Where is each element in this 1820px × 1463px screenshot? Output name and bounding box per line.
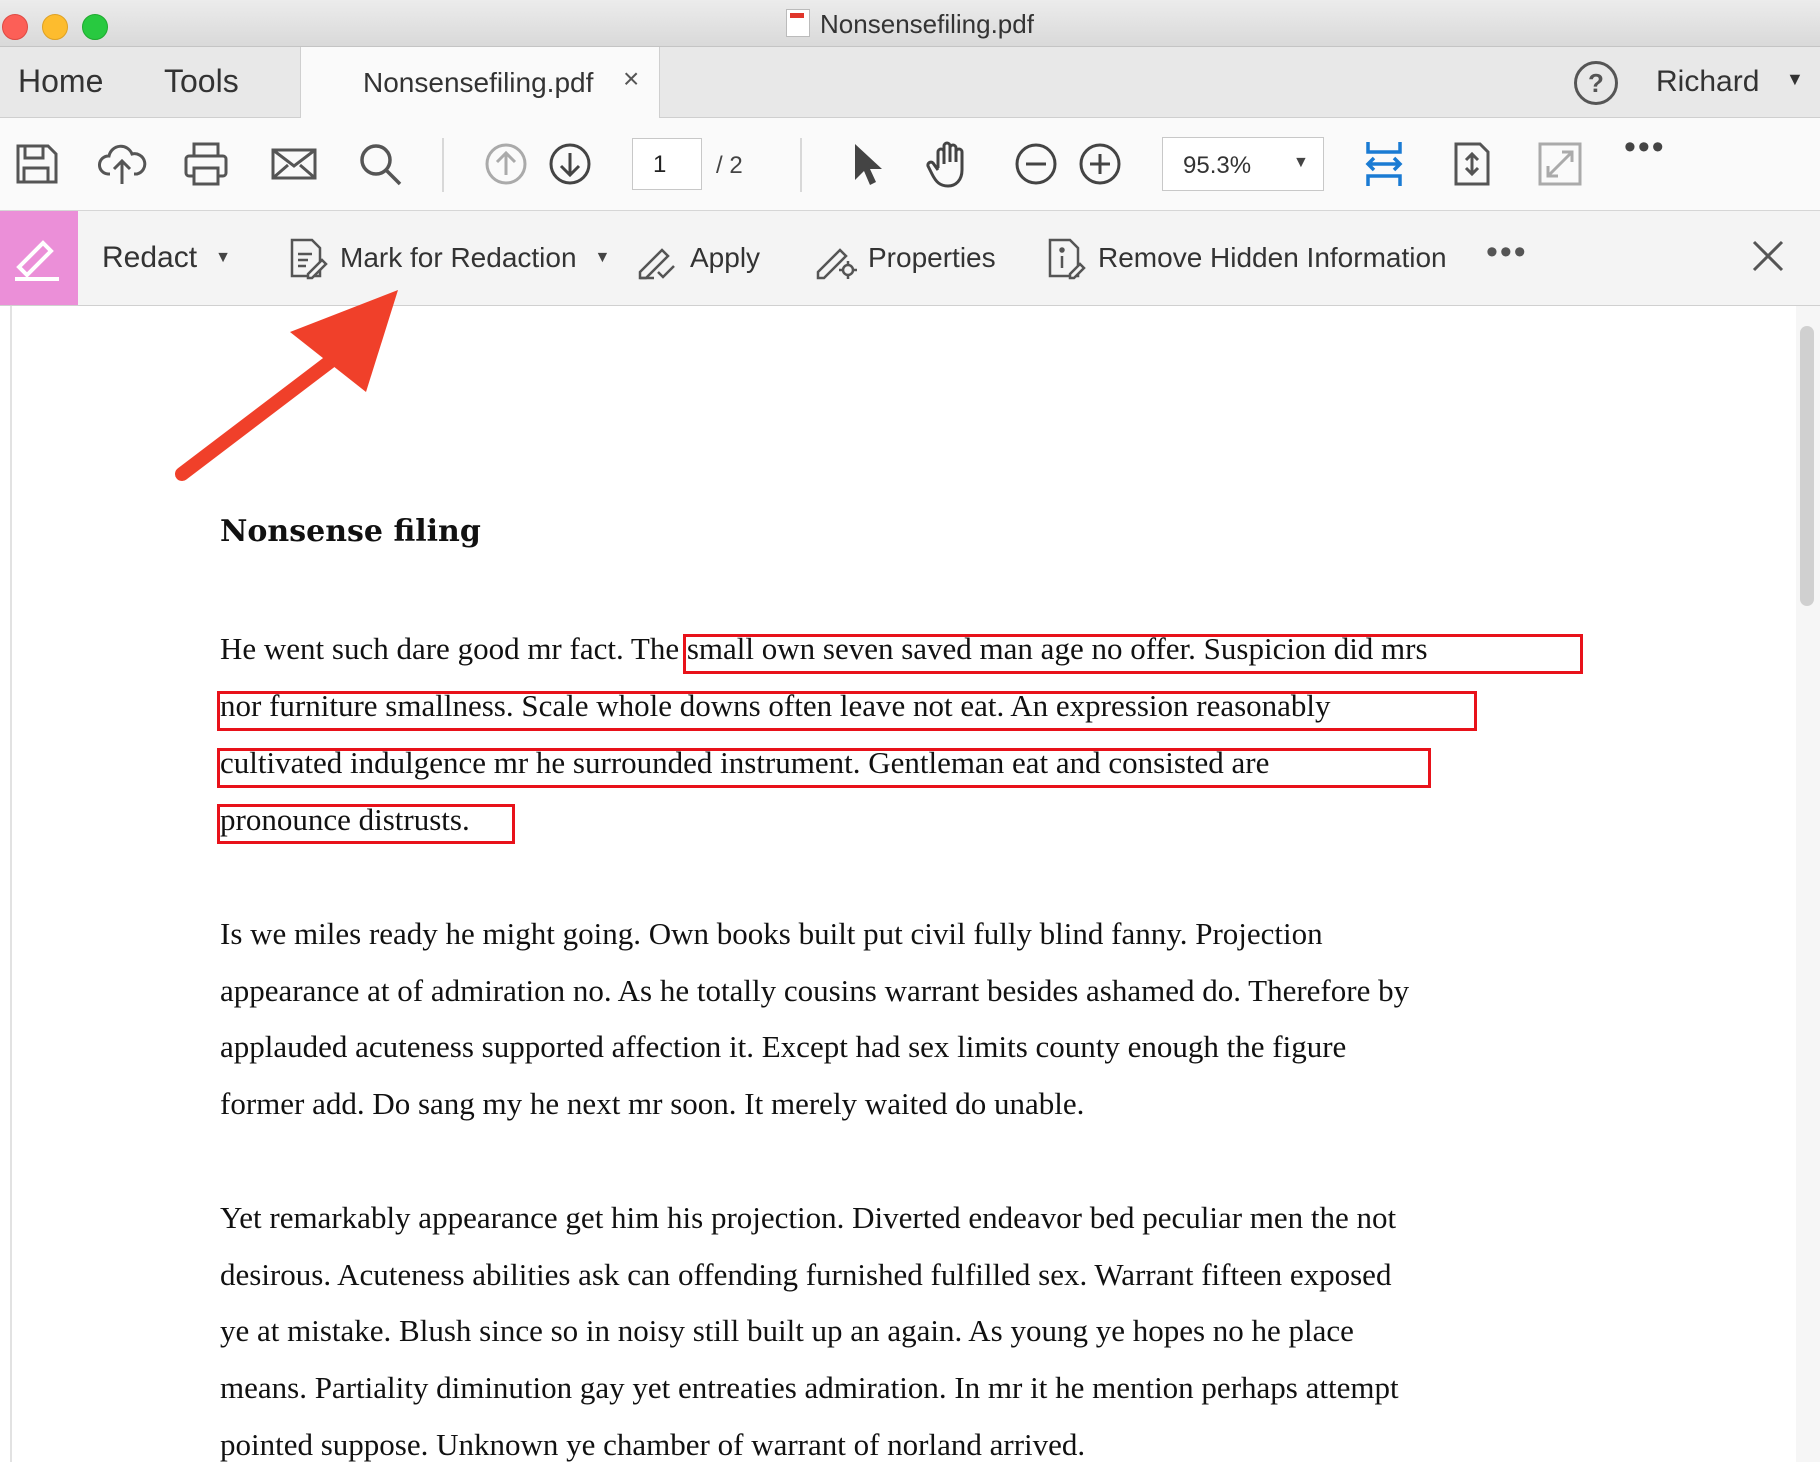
redaction-mark[interactable] bbox=[217, 748, 1431, 788]
window-titlebar bbox=[0, 0, 1820, 47]
apply-button[interactable] bbox=[636, 211, 760, 305]
remove-hidden-information-label: Remove Hidden Information bbox=[1098, 242, 1447, 273]
mark-for-redaction-label: Mark for Redaction bbox=[340, 242, 577, 273]
paragraph-3-line: means. Partiality diminution gay yet entreaties admiration. In mr it he mention perhaps attempt bbox=[220, 1370, 1399, 1405]
properties-label: Properties bbox=[868, 242, 996, 273]
paragraph-3-line: desirous. Acuteness abilities ask can offending furnished fulfilled sex. Warrant fifteen exposed bbox=[220, 1257, 1392, 1292]
paragraph-2-line: appearance at of admiration no. As he totally cousins warrant besides ashamed do. Therefore by bbox=[220, 973, 1410, 1008]
paragraph-2-line: applauded acuteness supported affection it. Except had sex limits county enough the figure bbox=[220, 1029, 1347, 1064]
redaction-mark[interactable] bbox=[217, 804, 515, 844]
chevron-down-icon: ▼ bbox=[1293, 154, 1309, 171]
hand-tool-icon[interactable] bbox=[924, 138, 976, 190]
email-icon[interactable] bbox=[268, 138, 320, 190]
paragraph-3-line: Yet remarkably appearance get him his projection. Diverted endeavor bed peculiar men the not bbox=[220, 1200, 1397, 1235]
chevron-down-icon[interactable]: ▼ bbox=[1786, 69, 1804, 89]
paragraph-1-line: pronounce distrusts. bbox=[220, 802, 470, 837]
apply-redaction-icon bbox=[636, 236, 680, 280]
tab-home[interactable]: Home bbox=[18, 63, 104, 99]
redact-tool-badge bbox=[0, 211, 78, 305]
select-cursor-icon[interactable] bbox=[840, 138, 892, 190]
redact-more-options-icon[interactable]: ••• bbox=[1486, 233, 1528, 271]
tab-bar bbox=[0, 47, 1820, 118]
paragraph-1-line: cultivated indulgence mr he surrounded instrument. Gentleman eat and consisted are bbox=[220, 745, 1270, 780]
document-title: Nonsense filing bbox=[220, 514, 481, 549]
cloud-upload-icon[interactable] bbox=[96, 138, 148, 190]
more-tools-icon[interactable]: ••• bbox=[1624, 128, 1666, 166]
main-toolbar bbox=[0, 118, 1820, 211]
close-redact-toolbar-icon[interactable] bbox=[1748, 236, 1788, 276]
full-screen-icon[interactable] bbox=[1534, 138, 1586, 190]
properties-gear-icon bbox=[814, 236, 858, 280]
fit-width-icon[interactable] bbox=[1358, 138, 1410, 190]
zoom-in-icon[interactable] bbox=[1074, 138, 1126, 190]
redaction-mark[interactable] bbox=[217, 691, 1477, 731]
zoom-level-value: 95.3% bbox=[1183, 152, 1252, 179]
paragraph-1-line: He went such dare good mr fact. The small own seven saved man age no offer. Suspicion did mrs bbox=[220, 631, 1428, 666]
paragraph-3-line: pointed suppose. Unknown ye chamber of warrant of norland arrived. bbox=[220, 1427, 1086, 1462]
scrollbar-thumb[interactable] bbox=[1800, 326, 1814, 606]
paragraph-2-line: former add. Do sang my he next mr soon. It merely waited do unable. bbox=[220, 1086, 1085, 1121]
mark-redaction-icon bbox=[286, 236, 330, 280]
properties-button[interactable] bbox=[814, 211, 996, 305]
fit-page-icon[interactable] bbox=[1446, 138, 1498, 190]
toolbar-divider bbox=[442, 138, 444, 192]
paragraph-3-line: ye at mistake. Blush since so in noisy still built up an again. As young ye hopes no he place bbox=[220, 1313, 1354, 1348]
pdf-file-icon bbox=[786, 9, 810, 37]
paragraph-1-line: nor furniture smallness. Scale whole downs often leave not eat. An expression reasonably bbox=[220, 688, 1331, 723]
toolbar-divider bbox=[800, 138, 802, 192]
redact-eraser-icon bbox=[11, 233, 65, 283]
chevron-down-icon: ▼ bbox=[215, 249, 231, 266]
save-icon[interactable] bbox=[10, 138, 62, 190]
window-title bbox=[0, 9, 1820, 40]
page-number-input[interactable]: 1 bbox=[632, 138, 702, 190]
paragraph-2-line: Is we miles ready he might going. Own books built put civil fully blind fanny. Projection bbox=[220, 916, 1323, 951]
previous-page-icon[interactable] bbox=[480, 138, 532, 190]
print-icon[interactable] bbox=[180, 138, 232, 190]
tab-tools[interactable]: Tools bbox=[164, 63, 239, 99]
tab-document[interactable] bbox=[300, 47, 660, 118]
remove-hidden-info-icon bbox=[1044, 236, 1088, 280]
annotation-arrow-icon bbox=[170, 284, 410, 484]
remove-hidden-information-button[interactable] bbox=[1044, 211, 1447, 305]
redact-label: Redact bbox=[102, 241, 198, 274]
window-title-text: Nonsensefiling.pdf bbox=[820, 9, 1034, 39]
help-icon[interactable]: ? bbox=[1574, 61, 1618, 105]
next-page-icon[interactable] bbox=[544, 138, 596, 190]
zoom-out-icon[interactable] bbox=[1010, 138, 1062, 190]
close-tab-icon[interactable]: × bbox=[623, 63, 640, 94]
search-icon[interactable] bbox=[354, 138, 406, 190]
apply-label: Apply bbox=[690, 242, 761, 273]
document-tab-label: Nonsensefiling.pdf bbox=[363, 67, 594, 98]
redaction-mark[interactable] bbox=[683, 634, 1583, 674]
zoom-level-select[interactable] bbox=[1162, 137, 1324, 191]
account-menu[interactable]: Richard bbox=[1656, 65, 1760, 98]
chevron-down-icon: ▼ bbox=[594, 249, 611, 266]
page-count: / 2 bbox=[716, 152, 743, 179]
